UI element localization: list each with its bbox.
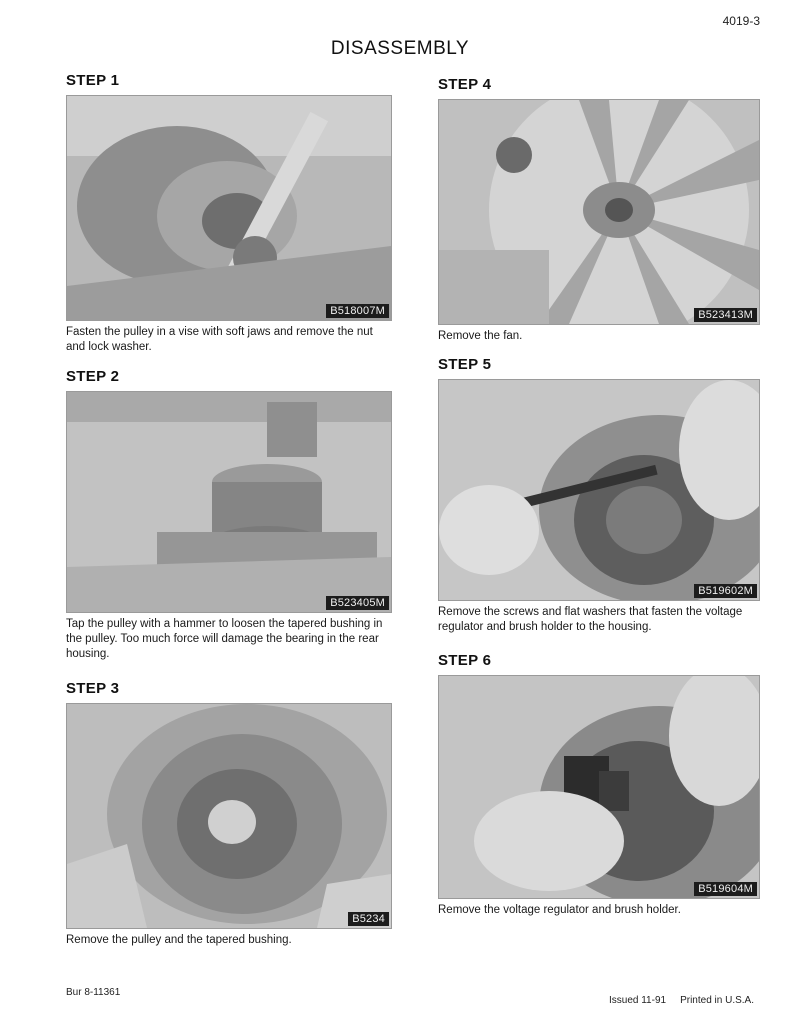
step-6-photo (438, 675, 760, 899)
step-caption: Remove the voltage regulator and brush holder. (438, 904, 681, 916)
figure-code: B5234 (348, 912, 389, 926)
step-2 (66, 368, 392, 662)
step-caption: Fasten the pulley in a vise with soft jaws and remove the nut and lock washer. (66, 326, 373, 353)
figure-code: B519604M (694, 882, 757, 896)
step-heading: STEP 5 (438, 356, 492, 373)
step-4-photo (438, 99, 760, 325)
step-caption: Remove the fan. (438, 330, 523, 342)
step-2-photo (66, 391, 392, 613)
step-caption: Tap the pulley with a hammer to loosen the tapered bushing in the pulley. Too much force will damage the bearing in the rear housing. (66, 618, 383, 660)
form-number: Bur 8-11361 (66, 987, 121, 998)
step-heading: STEP 6 (438, 652, 492, 669)
step-1 (66, 72, 392, 355)
step-1-photo (66, 95, 392, 321)
step-5 (438, 356, 760, 635)
step-heading: STEP 4 (438, 76, 492, 93)
step-5-photo (438, 379, 760, 601)
printed-location: Printed in U.S.A. (680, 995, 754, 1006)
step-heading: STEP 3 (66, 680, 120, 697)
figure-code: B519602M (694, 584, 757, 598)
figure-code: B518007M (326, 304, 389, 318)
issued-date: Issued 11-91 (609, 995, 667, 1006)
step-3 (66, 680, 392, 948)
step-caption: Remove the screws and flat washers that fasten the voltage regulator and brush holder to the housing. (438, 606, 743, 633)
step-caption: Remove the pulley and the tapered bushing. (66, 934, 292, 946)
step-6 (438, 652, 760, 918)
step-heading: STEP 2 (66, 368, 120, 385)
step-heading: STEP 1 (66, 72, 120, 89)
step-4 (438, 76, 760, 344)
figure-code: B523405M (326, 596, 389, 610)
page-number: 4019-3 (722, 14, 760, 28)
page-title: DISASSEMBLY (330, 38, 470, 59)
print-info (609, 995, 754, 1006)
figure-code: B523413M (694, 308, 757, 322)
step-3-photo (66, 703, 392, 929)
